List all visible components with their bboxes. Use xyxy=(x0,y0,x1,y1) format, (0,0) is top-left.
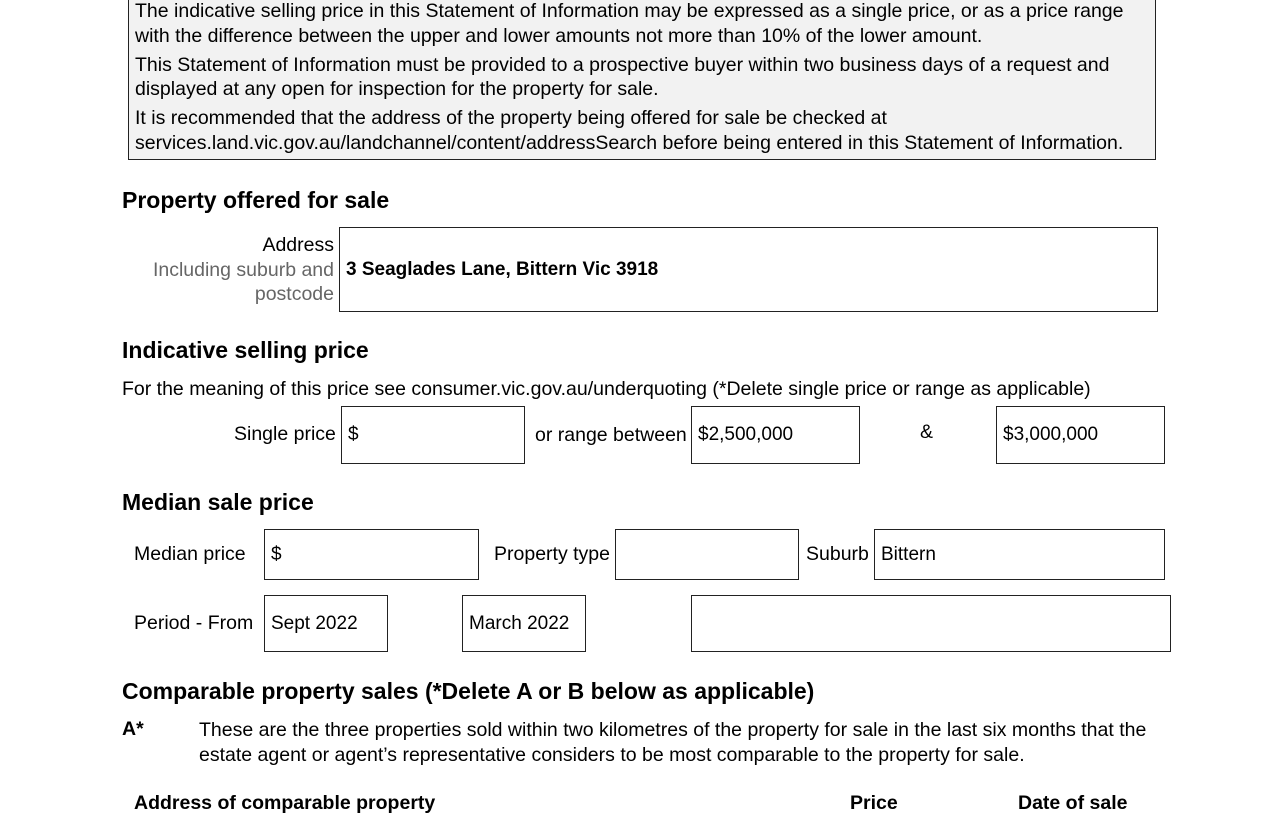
range-low-field[interactable]: $2,500,000 xyxy=(691,406,860,464)
median-price-field[interactable]: $ xyxy=(264,529,479,580)
notice-box xyxy=(128,0,1156,160)
option-a-line: These are the three properties sold within two kilometres of the property for sale in the last six months that the xyxy=(199,719,1147,741)
notice-line: This Statement of Information must be provided to a prospective buyer within two business days of a request and xyxy=(135,53,1110,76)
notice-line: The indicative selling price in this Statement of Information may be expressed as a single price, or as a price range xyxy=(135,0,1124,22)
median-heading: Median sale price xyxy=(122,489,314,515)
option-a-marker: A* xyxy=(122,718,144,740)
price-note: For the meaning of this price see consumer.vic.gov.au/underquoting (*Delete single price or range as applicable) xyxy=(122,378,1091,400)
address-sublabel-2: postcode xyxy=(254,283,334,305)
option-a-line-2: estate agent or agent’s representative considers to be most comparable to the property for sale. xyxy=(199,743,1025,766)
suburb-label: Suburb xyxy=(806,543,869,565)
col-date-header: Date of sale xyxy=(1018,792,1128,814)
single-price-label: Single price xyxy=(234,423,336,445)
source-field[interactable] xyxy=(691,595,1171,652)
address-label-block xyxy=(130,233,334,307)
period-from-field[interactable]: Sept 2022 xyxy=(264,595,388,652)
price-heading: Indicative selling price xyxy=(122,337,369,363)
notice-line: It is recommended that the address of the property being offered for sale be checked at xyxy=(135,107,887,129)
notice-line: displayed at any open for inspection for the property for sale. xyxy=(135,78,659,100)
address-label: Address xyxy=(262,234,334,256)
address-field[interactable]: 3 Seaglades Lane, Bittern Vic 3918 xyxy=(339,227,1158,312)
range-high-field[interactable]: $3,000,000 xyxy=(996,406,1165,464)
comparable-heading: Comparable property sales (*Delete A or B below as applicable) xyxy=(122,678,815,704)
notice-line: services.land.vic.gov.au/landchannel/content/addressSearch before being entered in this Statement of Information. xyxy=(135,131,1124,154)
period-to-field[interactable]: March 2022 xyxy=(462,595,586,652)
property-type-label: Property type xyxy=(494,543,610,565)
range-ampersand: & xyxy=(920,421,934,443)
property-heading: Property offered for sale xyxy=(122,187,390,213)
col-price-header: Price xyxy=(850,792,898,814)
single-price-field[interactable]: $ xyxy=(341,406,525,464)
notice-line: with the difference between the upper and lower amounts not more than 10% of the lower amount. xyxy=(135,24,983,47)
col-address-header: Address of comparable property xyxy=(134,792,436,814)
period-label: Period - From xyxy=(134,612,254,634)
range-label: or range between xyxy=(535,424,687,446)
option-a-text xyxy=(199,718,1146,767)
property-type-field[interactable] xyxy=(615,529,799,580)
address-sublabel: Including suburb and xyxy=(152,258,334,281)
median-price-label: Median price xyxy=(134,543,246,565)
suburb-field[interactable]: Bittern xyxy=(874,529,1165,580)
